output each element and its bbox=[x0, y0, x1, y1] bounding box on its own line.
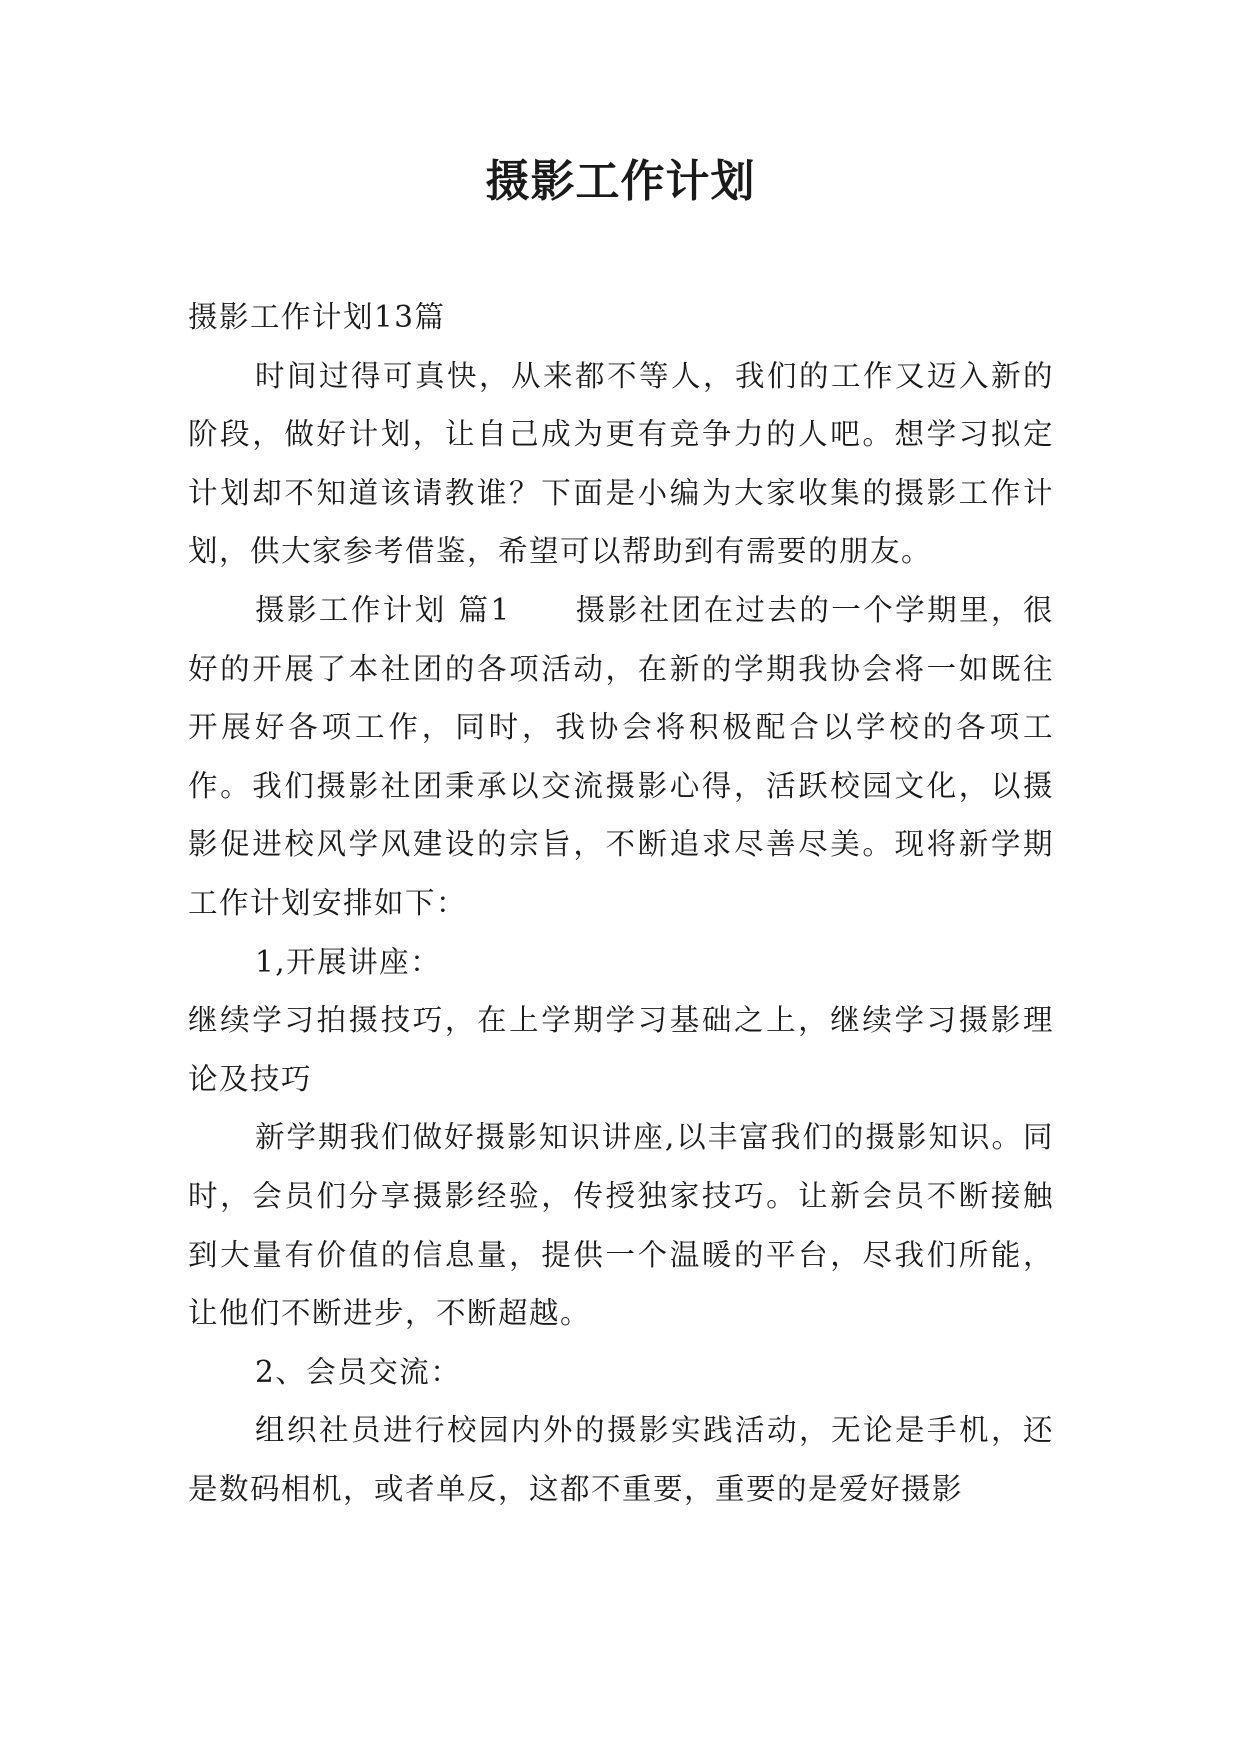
document-body bbox=[188, 288, 1054, 1518]
item-2-heading: 2、会员交流： bbox=[255, 1354, 462, 1389]
item-1-detail-paragraph: 新学期我们做好摄影知识讲座,以丰富我们的摄影知识。同时，会员们分享摄影经验，传授独家技巧。让新会员不断接触到大量有价值的信息量，提供一个温暖的平台，尽我们所能，让他们不断进步，不断超越。 bbox=[188, 1120, 1054, 1331]
section-1-paragraph: 摄影工作计划 篇1 摄影社团在过去的一个学期里，很好的开展了本社团的各项活动，在新的学期我协会将一如既往开展好各项工作，同时，我协会将积极配合以学校的各项工作。我们摄影社团秉承以交流摄影心得，活跃校园文化，以摄影促进校风学风建设的宗旨，不断追求尽善尽美。现将新学期工作计划安排如下： bbox=[188, 592, 1054, 920]
document-subtitle: 摄影工作计划13篇 bbox=[188, 300, 446, 334]
intro-paragraph: 时间过得可真快，从来都不等人，我们的工作又迈入新的阶段，做好计划，让自己成为更有竞争力的人吧。想学习拟定计划却不知道该请教谁？下面是小编为大家收集的摄影工作计划，供大家参考借鉴，希望可以帮助到有需要的朋友。 bbox=[188, 358, 1054, 569]
document-title: 摄影工作计划 bbox=[485, 156, 756, 207]
item-1-heading: 1,开展讲座： bbox=[255, 944, 442, 979]
item-1-summary: 继续学习拍摄技巧，在上学期学习基础之上，继续学习摄影理论及技巧 bbox=[188, 1003, 1054, 1096]
item-2-detail-paragraph: 组织社员进行校园内外的摄影实践活动，无论是手机，还是数码相机，或者单反，这都不重要，重要的是爱好摄影 bbox=[188, 1413, 1054, 1506]
